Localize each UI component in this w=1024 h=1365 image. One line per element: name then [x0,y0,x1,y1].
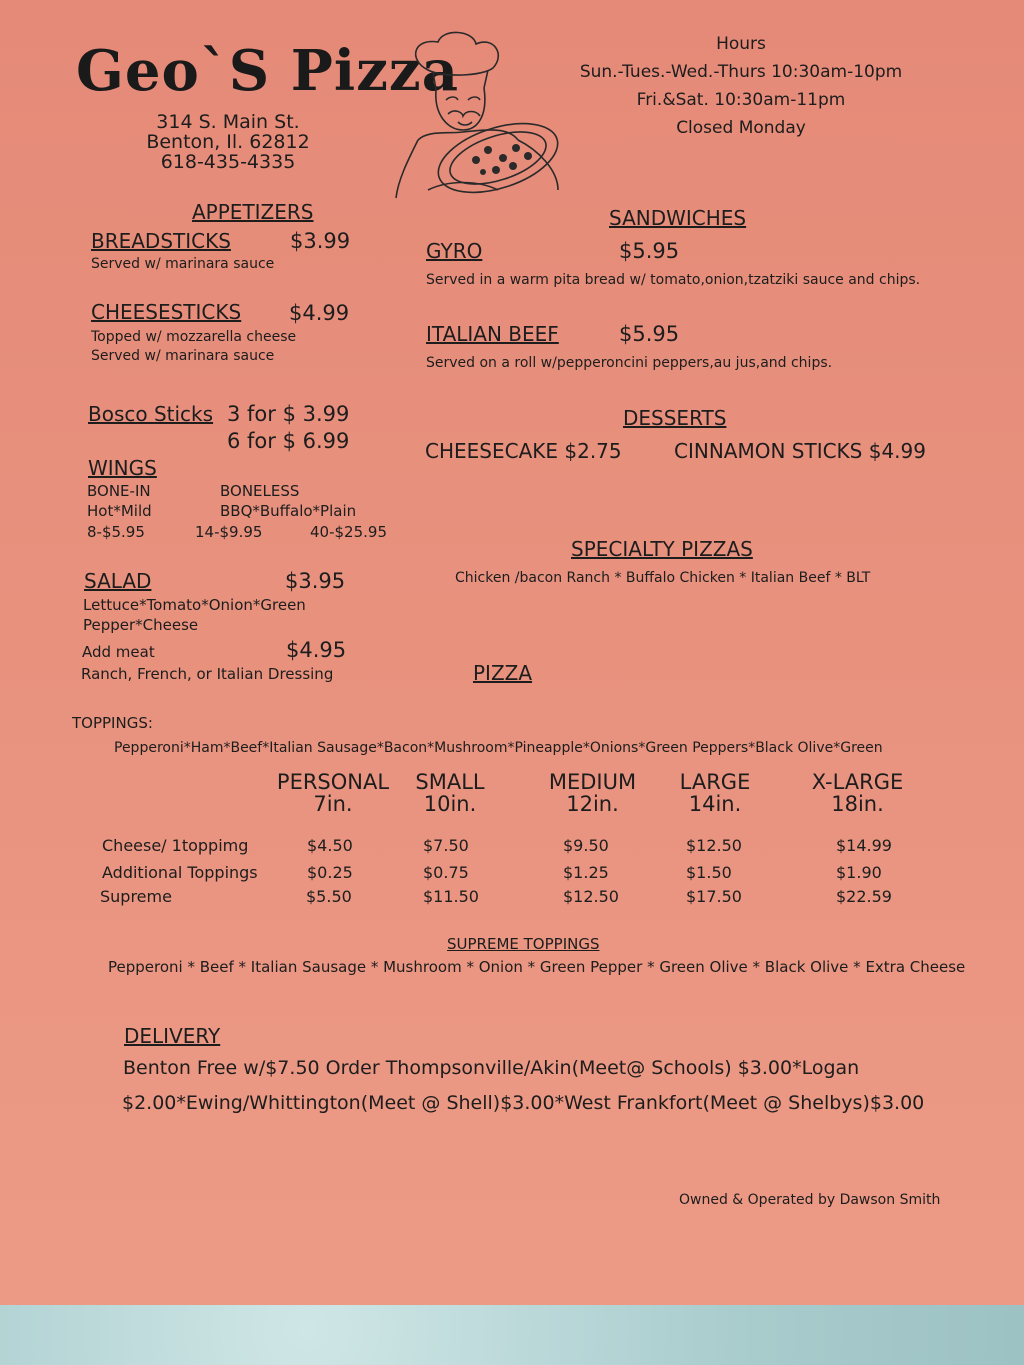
gyro-desc: Served in a warm pita bread w/ tomato,onion,tzatziki sauce and chips. [426,272,921,288]
row-cheese-medium: $9.50 [563,836,609,855]
countertop-background [0,1305,1024,1365]
row-additional-medium: $1.25 [563,863,609,882]
wings-bone-in: BONE-IN [87,482,151,500]
size-large-name: LARGE [679,770,751,794]
sandwiches-heading: SANDWICHES [609,206,747,230]
specialty-pizzas-list: Chicken /bacon Ranch * Buffalo Chicken * Italian Beef * BLT [455,570,871,586]
gyro-name: GYRO [426,239,483,263]
row-supreme-medium: $12.50 [563,887,619,906]
wings-boneless: BONELESS [220,482,300,500]
size-xlarge-inches: 18in. [831,792,884,816]
delivery-heading: DELIVERY [124,1024,221,1048]
breadsticks-name: BREADSTICKS [91,229,231,253]
supreme-toppings-heading: SUPREME TOPPINGS [447,935,600,953]
desserts-heading: DESSERTS [623,406,727,430]
italian-beef-price: $5.95 [619,322,680,346]
delivery-line-1: Benton Free w/$7.50 Order Thompsonville/Akin(Meet@ Schools) $3.00*Logan [123,1057,860,1079]
specialty-pizzas-heading: SPECIALTY PIZZAS [571,537,753,561]
size-xlarge-name: X-LARGE [811,770,904,794]
row-additional-label: Additional Toppings [102,863,258,882]
size-personal-name: PERSONAL [276,770,390,794]
row-supreme-large: $17.50 [686,887,742,906]
wings-boneless-flavors: BBQ*Buffalo*Plain [220,502,357,520]
toppings-list: Pepperoni*Ham*Beef*Italian Sausage*Bacon*Mushroom*Pineapple*Onions*Green Peppers*Black Olive*Green [114,740,883,756]
wings-price-40: 40-$25.95 [310,523,387,541]
wings-price-8: 8-$5.95 [87,523,145,541]
supreme-toppings-list: Pepperoni * Beef * Italian Sausage * Mushroom * Onion * Green Pepper * Green Olive * Black Olive * Extra Cheese [108,958,966,976]
toppings-label: TOPPINGS: [72,714,153,732]
bosco-sticks-name: Bosco Sticks [88,402,214,426]
size-small [395,771,505,815]
row-additional-large: $1.50 [686,863,732,882]
size-medium-name: MEDIUM [548,770,637,794]
cheesesticks-name: CHEESESTICKS [91,300,242,324]
cinnamon-sticks-item: CINNAMON STICKS $4.99 [674,439,926,463]
pizza-heading: PIZZA [473,661,533,685]
row-additional-small: $0.75 [423,863,469,882]
restaurant-name: Geo`S Pizza [76,38,460,104]
breadsticks-price: $3.99 [290,229,351,253]
row-supreme-label: Supreme [100,887,172,906]
row-cheese-small: $7.50 [423,836,469,855]
row-cheese-large: $12.50 [686,836,742,855]
row-supreme-personal: $5.50 [306,887,352,906]
appetizers-heading: APPETIZERS [192,200,314,224]
row-additional-personal: $0.25 [307,863,353,882]
row-cheese-xlarge: $14.99 [836,836,892,855]
bosco-sticks-price-2: 6 for $ 6.99 [227,429,350,453]
cheesesticks-price: $4.99 [289,301,350,325]
phone-number: 618-435-4335 [160,151,296,173]
wings-bone-in-flavors: Hot*Mild [87,502,152,520]
italian-beef-desc: Served on a roll w/pepperoncini peppers,au jus,and chips. [426,355,833,371]
size-medium-inches: 12in. [566,792,619,816]
row-additional-xlarge: $1.90 [836,863,882,882]
salad-desc-1: Lettuce*Tomato*Onion*Green [83,596,306,614]
size-small-inches: 10in. [423,792,477,816]
hours-weekday: Sun.-Tues.-Wed.-Thurs 10:30am-10pm [579,62,903,82]
salad-price: $3.95 [285,569,346,593]
delivery-line-2: $2.00*Ewing/Whittington(Meet @ Shell)$3.00*West Frankfort(Meet @ Shelbys)$3.00 [122,1092,925,1114]
salad-add-meat: Add meat [82,643,155,661]
wings-heading: WINGS [88,456,157,480]
row-cheese-label: Cheese/ 1toppimg [102,836,249,855]
wings-price-14: 14-$9.95 [195,523,263,541]
cheesesticks-desc-1: Topped w/ mozzarella cheese [91,329,297,345]
salad-add-meat-price: $4.95 [286,638,347,662]
size-personal-inches: 7in. [313,792,353,816]
row-cheese-personal: $4.50 [307,836,353,855]
size-medium [535,771,650,815]
size-large [665,771,765,815]
salad-heading: SALAD [84,569,152,593]
size-personal [273,771,393,815]
size-small-name: SMALL [415,770,485,794]
owner-credit: Owned & Operated by Dawson Smith [679,1192,941,1208]
salad-desc-2: Pepper*Cheese [83,616,199,634]
hours-title: Hours [716,34,766,54]
size-large-inches: 14in. [688,792,742,816]
breadsticks-desc: Served w/ marinara sauce [91,256,275,272]
cheesesticks-desc-2: Served w/ marinara sauce [91,348,275,364]
bosco-sticks-price-1: 3 for $ 3.99 [227,402,350,426]
row-supreme-small: $11.50 [423,887,479,906]
hours-closed: Closed Monday [676,118,806,138]
row-supreme-xlarge: $22.59 [836,887,892,906]
salad-dressing: Ranch, French, or Italian Dressing [81,665,334,683]
address-block [128,112,328,172]
gyro-price: $5.95 [619,239,680,263]
hours-weekend: Fri.&Sat. 10:30am-11pm [636,90,846,110]
address-street: 314 S. Main St. [156,111,300,133]
chef-illustration [388,30,578,205]
cheesecake-item: CHEESECAKE $2.75 [425,439,622,463]
hours-block [560,30,922,142]
size-xlarge [800,771,915,815]
address-city: Benton, Il. 62812 [146,131,310,153]
italian-beef-name: ITALIAN BEEF [426,322,559,346]
